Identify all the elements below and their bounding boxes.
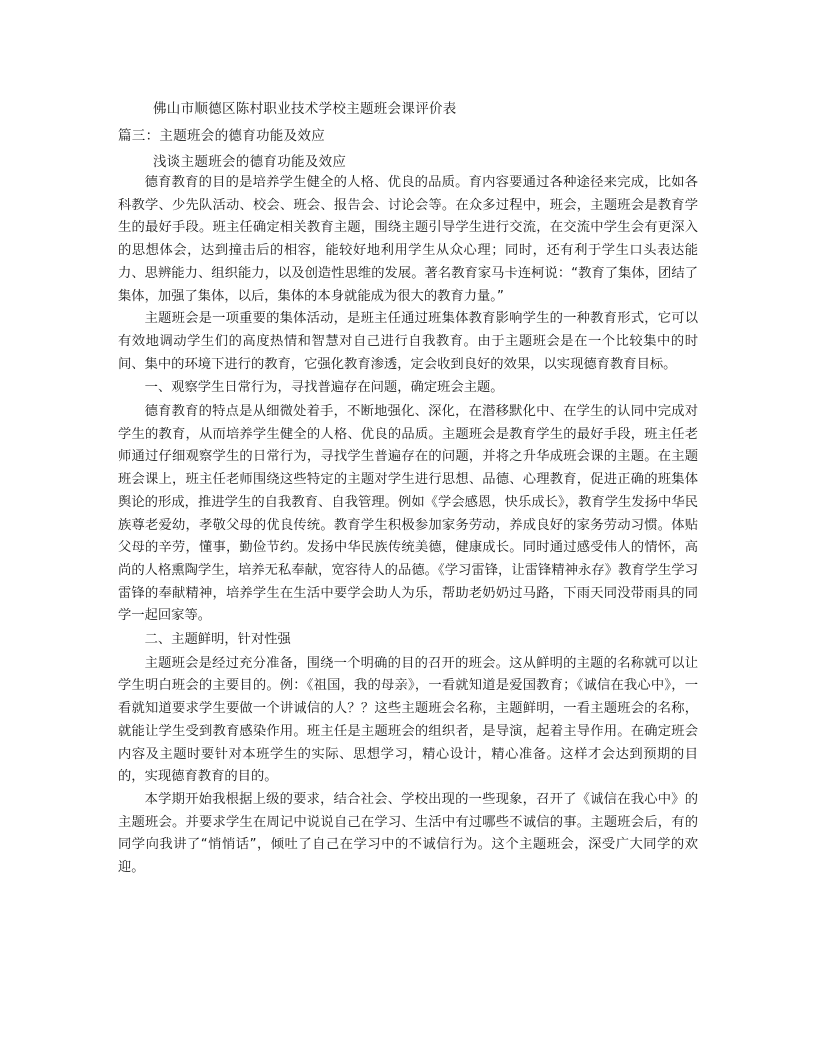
paragraph-characteristics: 德育教育的特点是从细微处着手，不断地强化、深化，在潜移默化中、在学生的认同中完成对学生的教育，从而培养学生健全的人格、优良的品质。主题班会是教育学生的最好手段，班主任老师通过仔细观察学生的日常行为，寻找学生普遍存在的问题，并将之升华成班会课的主题。在主题班会课上，班主任老师围绕这些特定的主题对学生进行思想、品德、心理教育，促进正确的班集体舆论的形成，推进学生的自我教育、自我管理。例如《学会感恩，快乐成长》，教育学生发扬中华民族尊老爱幼，孝敬父母的优良传统。教育学生积极参加家务劳动，养成良好的家务劳动习惯。体贴父母的辛劳，懂事，勤俭节约。发扬中华民族传统美德，健康成长。同时通过感受伟人的情怀，高尚的人格熏陶学生，培养无私奉献，宽容待人的品德。《学习雷锋，让雷锋精神永存》教育学生学习雷锋的奉献精神，培养学生在生活中要学会助人为乐，帮助老奶奶过马路，下雨天同没带雨具的同学一起回家等。 (118, 404, 698, 624)
paragraph-class-meeting: 主题班会是一项重要的集体活动，是班主任通过班集体教育影响学生的一种教育形式，它可以有效地调动学生们的高度热情和智慧对自己进行自我教育。由于主题班会是在一个比较集中的时间、集中的环境下进行的教育，它强化教育渗透，定会收到良好的效果，以实现德育教育目标。 (118, 311, 698, 372)
subheading-clear-theme: 二、主题鲜明，针对性强 (144, 632, 291, 648)
paragraph-integrity-meeting: 本学期开始我根据上级的要求，结合社会、学校出现的一些现象，召开了《诚信在我心中》的主题班会。并要求学生在周记中说说自己在学习、生活中有过哪些不诚信的事。主题班会后，有的同学向我讲了“悄悄话”，倾吐了自己在学习中的不诚信行为。这个主题班会，深受广大同学的欢迎。 (118, 791, 698, 876)
article-title: 浅谈主题班会的德育功能及效应 (153, 154, 347, 170)
paragraph-theme-purpose: 主题班会是经过充分准备，围绕一个明确的目的召开的班会。这从鲜明的主题的名称就可以让学生明白班会的主要目的。例：《祖国，我的母亲》，一看就知道是爱国教育；《诚信在我心中》，一看就知道要求学生要做一个讲诚信的人？？这些主题班会名称，主题鲜明，一看主题班会的名称，就能让学生受到教育感染作用。班主任是主题班会的组织者，是导演，起着主导作用。在确定班会内容及主题时要针对本班学生的实际、思想学习，精心设计，精心准备。这样才会达到预期的目的，实现德育教育的目的。 (118, 655, 698, 785)
article-body (118, 172, 698, 880)
document-title: 佛山市顺德区陈村职业技术学校主题班会课评价表 (153, 101, 457, 117)
paragraph-intro: 德育教育的目的是培养学生健全的人格、优良的品质。育内容要通过各种途径来完成，比如各科教学、少先队活动、校会、班会、报告会、讨论会等。在众多过程中，班会，主题班会是教育学生的最好手段。班主任确定相关教育主题，围绕主题引导学生进行交流，在交流中学生会有更深入的思想体会，达到撞击后的相容，能较好地利用学生从众心理；同时，还有利于学生口头表达能力、思辨能力、组织能力，以及创造性思维的发展。著名教育家马卡连柯说：“教育了集体，团结了集体，加强了集体，以后，集体的本身就能成为很大的教育力量。” (118, 175, 698, 304)
section-heading: 篇三：主题班会的德育功能及效应 (118, 128, 325, 144)
subheading-observe: 一、观察学生日常行为，寻找普遍存在问题，确定班会主题。 (144, 380, 504, 396)
